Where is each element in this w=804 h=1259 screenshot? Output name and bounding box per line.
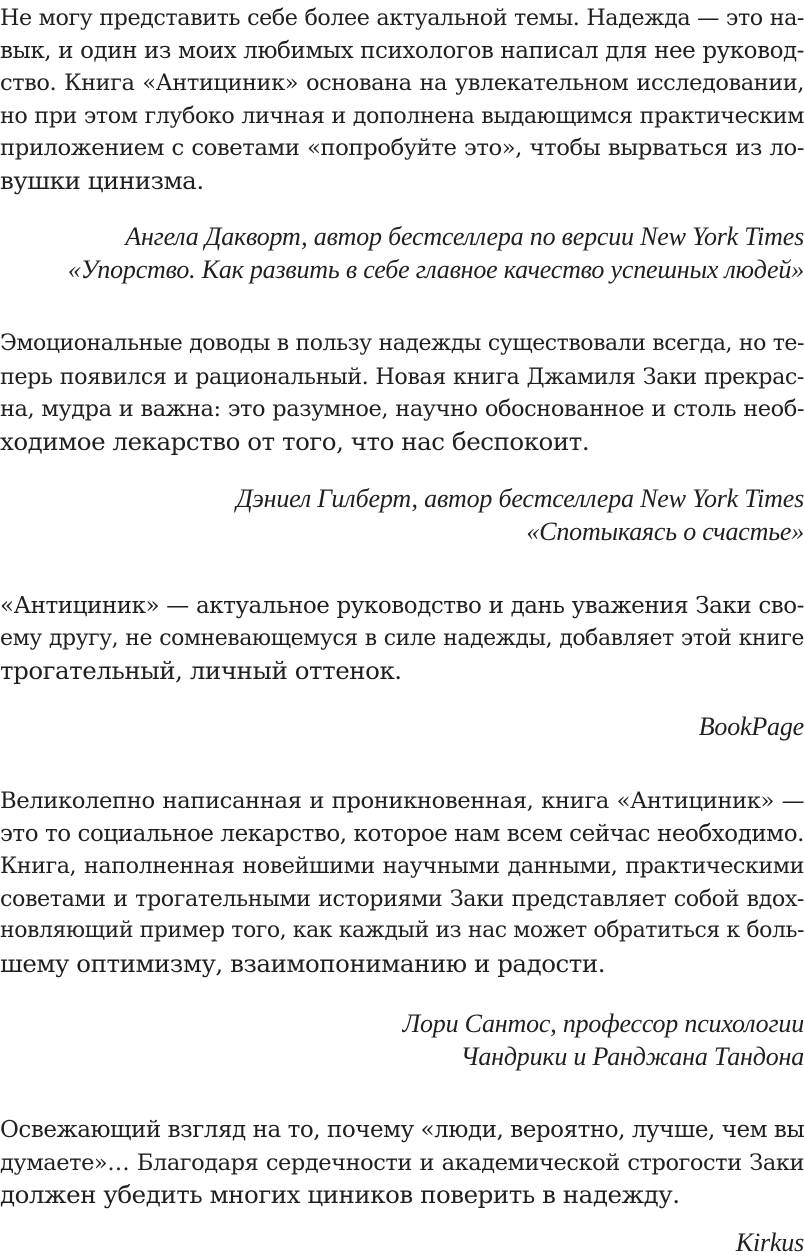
text-line: вык, и один из моих любимых психологов написал для нее руковод- — [0, 37, 804, 64]
attribution-line: Ангела Дакворт, автор бестселлера по версии New York Times — [125, 222, 804, 251]
text-line: советами и трогательными историями Заки представляет собой вдох- — [0, 885, 804, 912]
review-2 — [0, 328, 804, 458]
review-2-text — [0, 328, 804, 458]
text-line: шему оптимизму, взаимопониманию и радости. — [0, 948, 606, 978]
text-line: Эмоциональные доводы в пользу надежды существовали всегда, но те- — [0, 331, 804, 356]
text-line: это то социальное лекарство, которое нам всем сейчас необходимо. — [0, 820, 804, 847]
attribution-line: Kirkus — [735, 1228, 804, 1257]
text-line: новляющий пример того, как каждый из нас может обратиться к боль- — [0, 918, 804, 943]
text-line: вушки цинизма. — [0, 165, 204, 195]
text-line: Не могу представить себе более актуальной темы. Надежда — это на- — [0, 5, 804, 31]
attribution-line: «Упорство. Как развить в себе главное качество успешных людей» — [67, 255, 804, 284]
review-5-attribution — [0, 1226, 804, 1259]
review-5-text — [0, 1114, 804, 1212]
review-1 — [0, 2, 804, 197]
text-line: ходимое лекарство от того, что нас беспокоит. — [0, 426, 590, 456]
text-line: должен убедить многих циников поверить в надежду. — [0, 1180, 680, 1209]
text-line: Книга, наполненная новейшими научными данными, практическими — [0, 853, 804, 879]
text-line: думаете»… Благодаря сердечности и академической строгости Заки — [0, 1149, 804, 1176]
text-line: Освежающий взгляд на то, почему «люди, вероятно, лучше, чем вы — [0, 1117, 804, 1143]
review-2-attribution — [0, 482, 804, 548]
text-line: трогательный, личный оттенок. — [0, 656, 402, 685]
text-line: Великолепно написанная и проникновенная, книга «Антициник» — — [0, 788, 804, 814]
review-5 — [0, 1114, 804, 1212]
review-4-text — [0, 785, 804, 980]
attribution-line: Лори Сантос, профессор психологии — [402, 1009, 804, 1038]
text-line: на, мудра и важна: это разумное, научно обоснованное и столь необ- — [0, 396, 804, 422]
review-3-text — [0, 590, 804, 688]
text-line: перь появился и рациональный. Новая книга Джамиля Заки прекрас- — [0, 363, 804, 390]
review-3 — [0, 590, 804, 688]
text-line: но при этом глубоко личная и дополнена выдающимся практическим — [0, 102, 804, 129]
review-4-attribution — [0, 1007, 804, 1073]
text-line: ство. Книга «Антициник» основана на увлекательном исследовании, — [0, 70, 804, 96]
attribution-line: «Спотыкаясь о счастье» — [526, 517, 804, 546]
text-line: приложением с советами «попробуйте это», чтобы вырваться из ло- — [0, 135, 804, 161]
review-1-text — [0, 2, 804, 197]
attribution-line: Чандрики и Ранджана Тандона — [460, 1042, 804, 1071]
text-line: ему другу, не сомневающемуся в силе надежды, добавляет этой книге — [0, 625, 804, 651]
review-1-attribution — [0, 220, 804, 286]
text-line: «Антициник» — актуальное руководство и дань уважения Заки сво- — [0, 593, 804, 619]
review-4 — [0, 785, 804, 980]
review-3-attribution — [0, 710, 804, 743]
attribution-line: Дэниел Гилберт, автор бестселлера New York Times — [236, 484, 804, 513]
attribution-line: BookPage — [698, 712, 804, 741]
